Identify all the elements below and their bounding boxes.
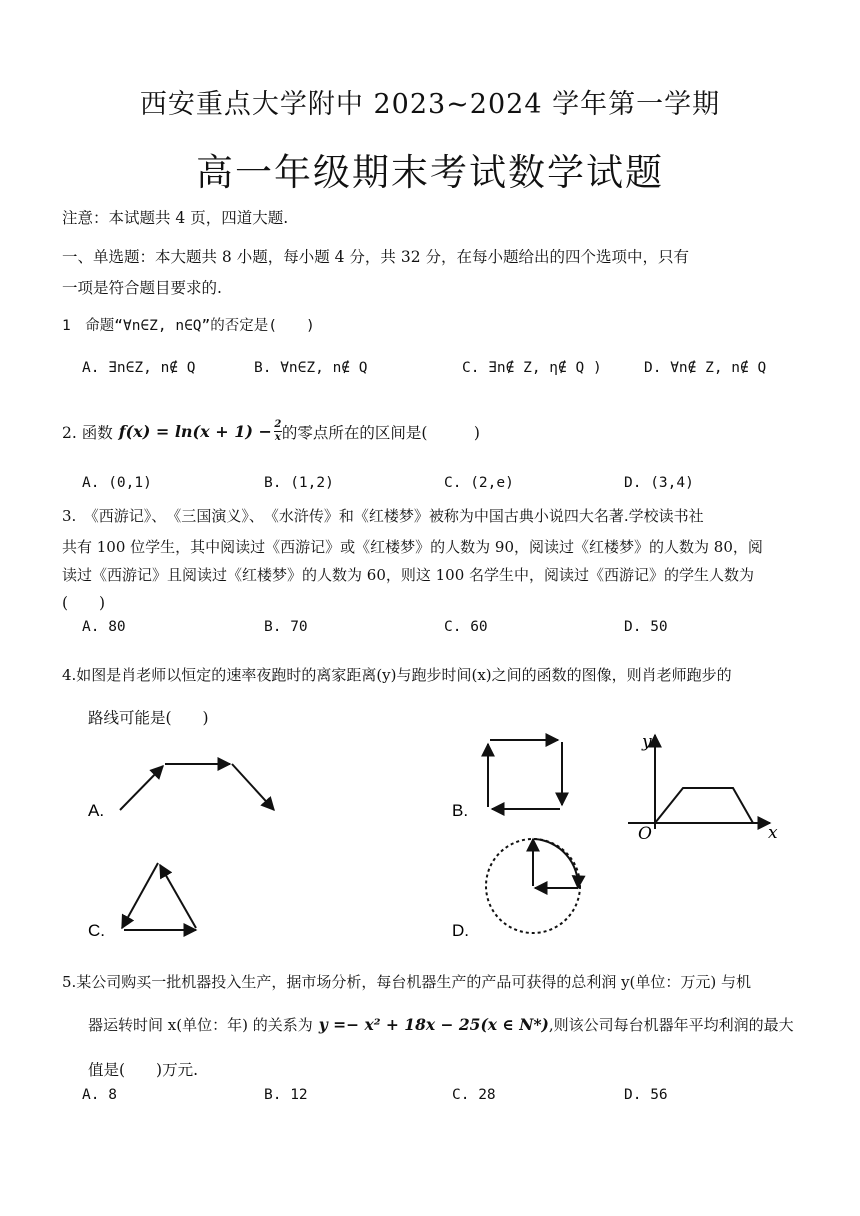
fig-label-b: B. — [452, 801, 469, 820]
q1-stem: 1 命题“∀n∈Z, n∈Q”的否定是( ) — [62, 318, 315, 334]
q1-option-a: A. ∃n∈Z, n∉ Q — [82, 360, 196, 376]
section1-intro-line1: 一、单选题：本大题共 8 小题，每小题 4 分，共 32 分，在每小题给出的四个选项中，只有 — [62, 248, 690, 266]
graph-origin-label: O — [638, 824, 652, 844]
notice-text: 注意：本试题共 4 页，四道大题. — [62, 209, 289, 227]
q1-option-c: C. ∃n∉ Z, η∉ Q ) — [462, 360, 602, 376]
route-a-trapezoid — [120, 764, 274, 810]
q4-line2: 路线可能是( ) — [88, 709, 209, 727]
fig-label-a: A. — [88, 801, 105, 820]
q3-line1: 3. 《西游记》、 《三国演义》、 《水浒传》和《红楼梦》被称为中国古典小说四大名著.学校读书社 — [62, 507, 704, 525]
q2-stem-prefix: 2. 函数 — [62, 423, 113, 442]
q5-option-d: D. 56 — [624, 1087, 668, 1103]
q2-option-b: B. (1,2) — [264, 475, 334, 491]
q5-line2-suffix: ,则该公司每台机器年平均利润的最大 — [548, 1016, 794, 1034]
graph-x-label: x — [768, 823, 778, 843]
q5-option-b: B. 12 — [264, 1087, 308, 1103]
distance-time-graph — [628, 732, 778, 844]
q3-line3: 读过《西游记》且阅读过《红楼梦》的人数为 60，则这 100 名学生中，阅读过《西游记》的学生人数为 — [62, 566, 755, 584]
q4-figure — [0, 725, 860, 950]
q5-line1: 5.某公司购买一批机器投入生产，据市场分析，每台机器生产的产品可获得的总利润 y(单位：万元) 与机 — [62, 973, 752, 991]
section1-intro-line2: 一项是符合题目要求的. — [62, 279, 222, 297]
q5-line2-prefix: 器运转时间 x(单位：年) 的关系为 — [88, 1016, 313, 1034]
graph-y-label: y — [642, 732, 652, 752]
q2-fraction — [274, 420, 282, 443]
q5-line3: 值是( )万元. — [88, 1061, 199, 1079]
q5-line2 — [88, 1014, 794, 1035]
route-d-circle — [486, 839, 580, 933]
q2-formula: f(x) = ln(x + 1) − — [118, 422, 272, 441]
q3-line2: 共有 100 位学生，其中阅读过《西游记》或《红楼梦》的人数为 90，阅读过《红楼梦》的人数为 80，阅 — [62, 538, 763, 556]
q1-option-d: D. ∀n∉ Z, n∉ Q — [644, 360, 767, 376]
q3-option-b: B. 70 — [264, 619, 308, 635]
exam-title-line1: 西安重点大学附中 2023~2024 学年第一学期 — [139, 89, 721, 120]
q2-stem — [62, 420, 480, 443]
fig-label-d: D. — [452, 921, 469, 940]
exam-title-line2: 高一年级期末考试数学试题 — [196, 151, 664, 194]
q4-line1: 4.如图是肖老师以恒定的速率夜跑时的离家距离(y)与跑步时间(x)之间的函数的图像，则肖老师跑步的 — [62, 666, 732, 684]
q1-option-b: B. ∀n∈Z, n∉ Q — [254, 360, 368, 376]
route-b-square — [488, 740, 562, 809]
q2-option-c: C. (2,e) — [444, 475, 514, 491]
q5-option-c: C. 28 — [452, 1087, 496, 1103]
route-c-triangle — [122, 863, 196, 930]
q3-option-d: D. 50 — [624, 619, 668, 635]
fig-label-c: C. — [88, 921, 105, 940]
q3-option-c: C. 60 — [444, 619, 488, 635]
q5-formula: y =− x² + 18x − 25(x ∈ N*) — [318, 1015, 549, 1034]
q2-option-a: A. (0,1) — [82, 475, 152, 491]
q2-option-d: D. (3,4) — [624, 475, 694, 491]
q5-option-a: A. 8 — [82, 1087, 117, 1103]
q2-frac-num: 2 — [274, 419, 282, 430]
q2-frac-den: x — [274, 432, 281, 443]
q2-stem-suffix: 的零点所在的区间是( ) — [281, 423, 480, 442]
q3-line4: ( ) — [62, 594, 106, 612]
q3-option-a: A. 80 — [82, 619, 126, 635]
